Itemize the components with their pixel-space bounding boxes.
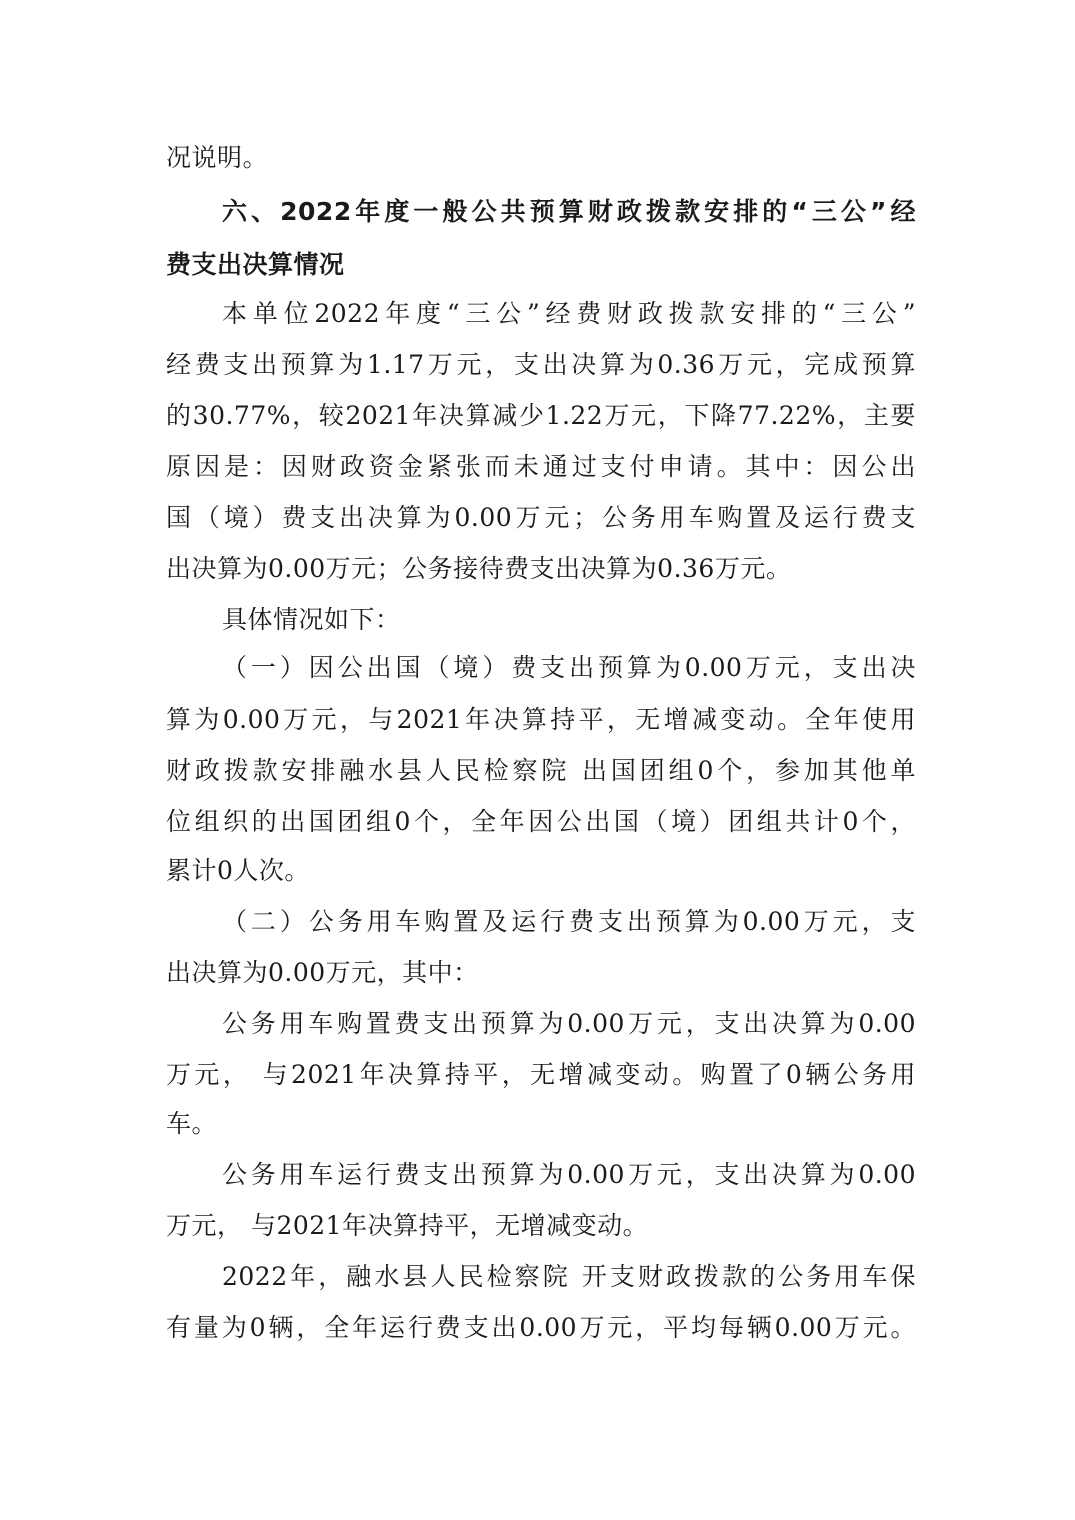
paragraph-line: 位组织的出国团组0个，全年因公出国（境）团组共计0个， [166,807,916,836]
paragraph-line: 本单位2022年度“三公”经费财政拨款安排的“三公” [222,299,916,328]
paragraph-line: 出决算为0.00万元；公务接待费支出决算为0.36万元。 [166,554,792,583]
paragraph-line: 的30.77%，较2021年决算减少1.22万元，下降77.22%，主要 [166,401,916,430]
paragraph-line: 国（境）费支出决算为0.00万元；公务用车购置及运行费支 [166,503,916,532]
paragraph-line: 公务用车运行费支出预算为0.00万元，支出决算为0.00 [222,1160,916,1189]
paragraph-line: 公务用车购置费支出预算为0.00万元，支出决算为0.00 [222,1009,916,1038]
paragraph-line: 况说明。 [166,143,269,172]
paragraph-line: 具体情况如下： [222,605,401,634]
paragraph-line: 累计0人次。 [166,856,310,885]
paragraph-line: 算为0.00万元，与2021年决算持平，无增减变动。全年使用 [166,705,916,734]
paragraph-line: 原因是：因财政资金紧张而未通过支付申请。其中：因公出 [166,452,916,481]
paragraph-line: 出决算为0.00万元，其中： [166,958,479,987]
section-heading: 六、2022年度一般公共预算财政拨款安排的“三公”经 [222,197,916,226]
paragraph-line: 经费支出预算为1.17万元，支出决算为0.36万元，完成预算 [166,350,916,379]
paragraph-line: （一）因公出国（境）费支出预算为0.00万元，支出决 [222,653,916,682]
paragraph-line: 有量为0辆，全年运行费支出0.00万元，平均每辆0.00万元。 [166,1313,916,1342]
paragraph-line: 车。 [166,1109,218,1138]
paragraph-line: 2022年，融水县人民检察院 开支财政拨款的公务用车保 [222,1262,916,1291]
paragraph-line: （二）公务用车购置及运行费支出预算为0.00万元，支 [222,907,916,936]
paragraph-line: 万元， 与2021年决算持平，无增减变动。 [166,1211,649,1240]
paragraph-line: 万元， 与2021年决算持平，无增减变动。购置了0辆公务用 [166,1060,916,1089]
section-heading: 费支出决算情况 [166,250,345,279]
paragraph-line: 财政拨款安排融水县人民检察院 出国团组0个，参加其他单 [166,756,916,785]
